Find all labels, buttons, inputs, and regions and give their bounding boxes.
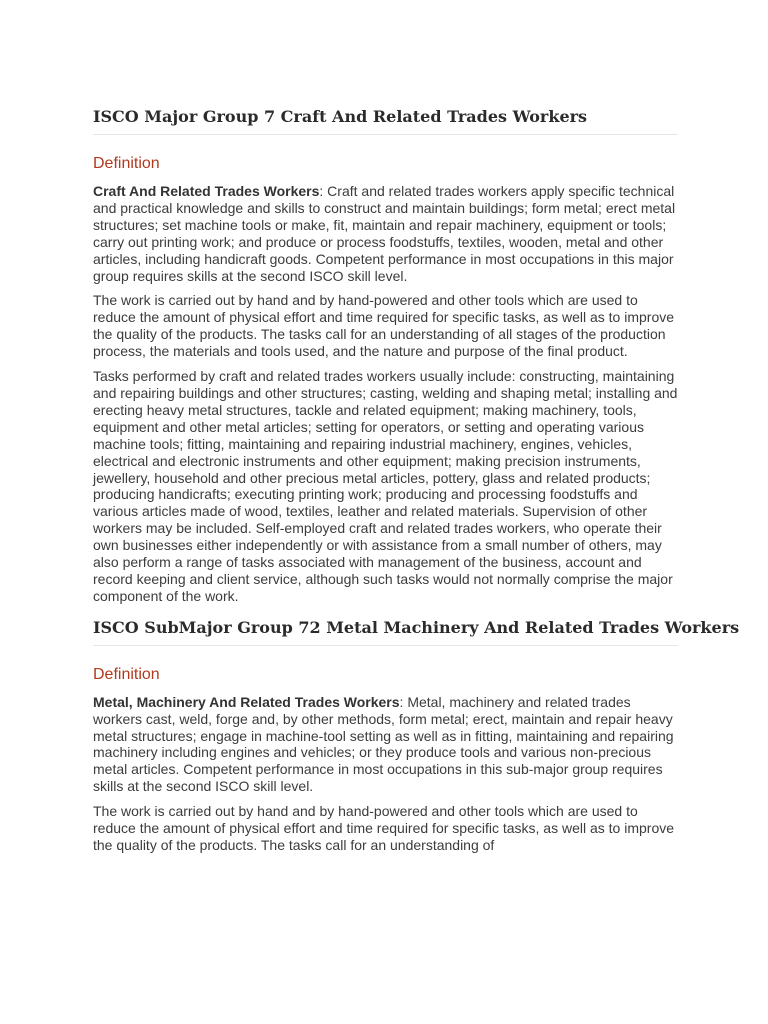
- definition-term: Craft And Related Trades Workers: [93, 183, 320, 199]
- section-title: ISCO SubMajor Group 72 Metal Machinery And Related Trades Workers: [93, 617, 678, 646]
- definition-heading: Definition: [93, 665, 160, 683]
- major-group-7-section: [93, 106, 678, 605]
- submajor-group-72-section: [93, 617, 740, 854]
- definition-heading: Definition: [93, 155, 160, 172]
- definition-text: : Craft and related trades workers apply specific technical and practical knowledge and skills to construct and maintain buildings; form metal; erect metal structures; set machine tools or make, fit, maintain and repair machinery, equipment or tools; carry out printing work; and produce or process foodstuffs, textiles, wooden, metal and other articles, including handicraft goods. Competent performance in most occupations in this major group requires skills at the second ISCO skill level.: [93, 183, 676, 284]
- definition-paragraph: [93, 183, 678, 284]
- definition-paragraph: [93, 694, 678, 795]
- definition-text: : Metal, machinery and related trades workers cast, weld, forge and, by other methods, form metal; erect, maintain and repair heavy metal structures; engage in machine-tool setting as well as in fitting, maintaining and repairing machinery including engines and vehicles; or they produce tools and various non-precious metal articles. Competent performance in most occupations in this sub-major group requires skills at the second ISCO skill level.: [93, 693, 674, 795]
- body-paragraph: Tasks performed by craft and related trades workers usually include: constructing, maintaining and repairing buildings and other structures; casting, welding and shaping metal; installing and erecting heavy metal structures, tackle and related equipment; making machinery, tools, equipment and other metal articles; setting for operators, or setting and operating various machine tools; fitting, maintaining and repairing industrial machinery, engines, vehicles, electrical and electronic instruments and other equipment; making precision instruments, jewellery, household and other precious metal articles, pottery, glass and related products; producing handicrafts; executing printing work; producing and processing foodstuffs and various articles made of wood, textiles, leather and related materials. Supervision of other workers may be included. Self-employed craft and related trades workers, who operate their own businesses either independently or with assistance from a small number of others, may also perform a range of tasks associated with management of the business, account and record keeping and client service, although such tasks would not normally comprise the major component of the work.: [93, 368, 678, 604]
- definition-term: Metal, Machinery And Related Trades Workers: [93, 693, 400, 710]
- body-paragraph: The work is carried out by hand and by hand-powered and other tools which are used to reduce the amount of physical effort and time required for specific tasks, as well as to improve the quality of the products. The tasks call for an understanding of: [93, 803, 675, 853]
- body-paragraph: The work is carried out by hand and by hand-powered and other tools which are used to reduce the amount of physical effort and time required for specific tasks, as well as to improve the quality of the products. The tasks call for an understanding of all stages of the production process, the materials and tools used, and the nature and purpose of the final product.: [93, 292, 675, 360]
- document-page: [93, 106, 740, 862]
- section-title: ISCO Major Group 7 Craft And Related Trades Workers: [93, 106, 678, 135]
